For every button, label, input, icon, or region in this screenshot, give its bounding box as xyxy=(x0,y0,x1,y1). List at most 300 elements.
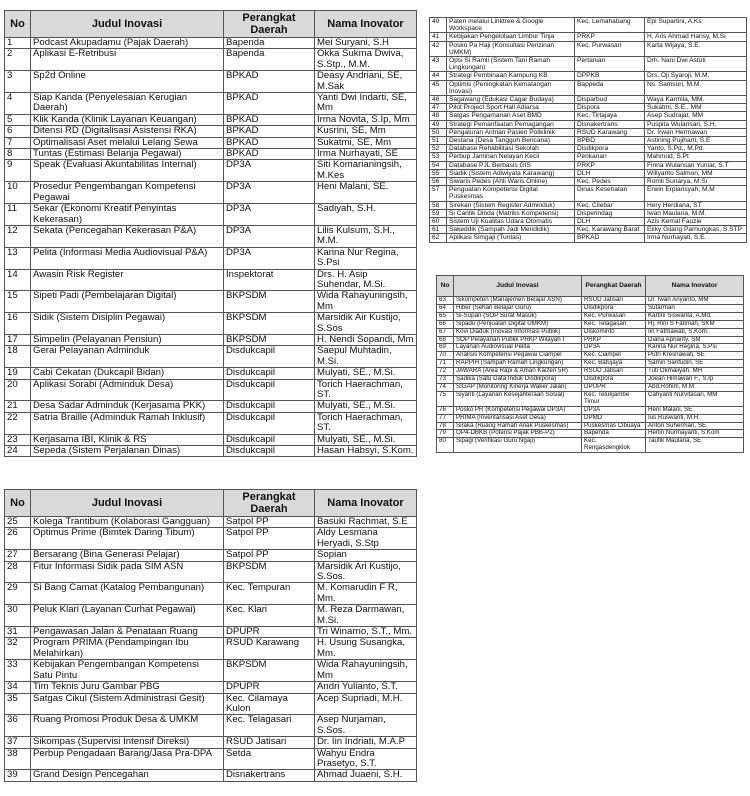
cell-no: 19 xyxy=(5,368,31,379)
table-row xyxy=(430,96,747,104)
cell-no: 76 xyxy=(437,406,454,414)
table-row xyxy=(5,368,417,379)
table-row xyxy=(430,41,747,56)
cell-nama-inovator: Dr. Iwan Ariyanto, MM xyxy=(646,297,744,305)
cell-no: 63 xyxy=(437,297,454,305)
cell-no: 46 xyxy=(430,96,447,104)
cell-judul-inovasi: Pelita (Informasi Media Audiovisual P&A) xyxy=(31,247,224,269)
cell-nama-inovator: Okka Sukma Dwiva, S.Stp., M.M. xyxy=(315,49,417,71)
table-row xyxy=(430,226,747,234)
cell-nama-inovator: Heni Malani, SE. xyxy=(315,182,417,204)
cell-judul-inovasi: Sipagi (Verifikasi Guru Ngaji) xyxy=(454,438,582,453)
cell-judul-inovasi: Sakeddik (Sampah Jadi Mendidik) xyxy=(447,226,575,234)
cell-no: 14 xyxy=(5,269,31,291)
cell-judul-inovasi: JAWARA (Area Rapi & Aman Kaizen 5R) xyxy=(454,368,582,376)
cell-perangkat-daerah: Pertanian xyxy=(575,57,645,72)
cell-judul-inovasi: Sidik (Sistem Disiplin Pegawai) xyxy=(31,313,224,335)
cell-judul-inovasi: Ruang Promosi Produk Desa & UMKM xyxy=(31,715,224,737)
cell-judul-inovasi: Siap Kanda (Penyelesaian Kerugian Daerah) xyxy=(31,93,224,115)
cell-no: 69 xyxy=(437,344,454,352)
cell-nama-inovator: Abd.Rohim, M.M. xyxy=(646,383,744,391)
header-judul-inovasi: Judul Inovasi xyxy=(454,276,582,297)
header-nama-inovator: Nama Inovator xyxy=(315,490,417,517)
cell-no: 30 xyxy=(5,605,31,627)
cell-no: 67 xyxy=(437,328,454,336)
table-row xyxy=(5,737,417,748)
cell-no: 48 xyxy=(430,112,447,120)
cell-no: 29 xyxy=(5,583,31,605)
table-row xyxy=(5,660,417,682)
cell-judul-inovasi: Siwaris Pedes (Ahli Waris Online) xyxy=(447,178,575,186)
cell-nama-inovator: Basuki Rachmat, S.E xyxy=(315,517,417,528)
cell-judul-inovasi: Pengaturan Antrian Pasien Poliklinik xyxy=(447,128,575,136)
cell-nama-inovator: Dr. Iin Indriati, M.A.P xyxy=(315,737,417,748)
table-row xyxy=(437,328,744,336)
table-row xyxy=(430,112,747,120)
cell-judul-inovasi: Sepeda (Sistem Perjalanan Dinas) xyxy=(31,446,224,457)
cell-perangkat-daerah: Puskesmas Cibuaya xyxy=(582,422,646,430)
cell-nama-inovator: Torich Haerachman, ST. xyxy=(315,412,417,434)
cell-nama-inovator: Lilis Kulsum, S.H., M.M. xyxy=(315,225,417,247)
header-no: No xyxy=(437,276,454,297)
cell-perangkat-daerah: Disnakertrans xyxy=(575,120,645,128)
cell-perangkat-daerah: DPUPR xyxy=(582,383,646,391)
cell-nama-inovator: Marsidik Ari Kustijo, S.Sos. xyxy=(315,561,417,583)
cell-judul-inovasi: Opsi Si Ramli (Sistem Tani Ramah Lingkungan) xyxy=(447,57,575,72)
cell-judul-inovasi: Optimis (Peningkatan Kematangan Inovasi) xyxy=(447,80,575,95)
table-row xyxy=(5,715,417,737)
cell-no: 35 xyxy=(5,693,31,715)
cell-perangkat-daerah: Disdikpora xyxy=(582,304,646,312)
cell-judul-inovasi: Analisis Kompetensi Pegawai Ciampel xyxy=(454,352,582,360)
cell-nama-inovator: Mulyati, SE., M.Si. xyxy=(315,368,417,379)
cell-judul-inovasi: Pengawasan Jalan & Penataan Ruang xyxy=(31,627,224,638)
cell-nama-inovator: Acep Supriadi, M.H. xyxy=(315,693,417,715)
cell-no: 41 xyxy=(430,33,447,41)
cell-no: 31 xyxy=(5,627,31,638)
cell-judul-inovasi: Simpelin (Pelayanan Pensiun) xyxy=(31,334,224,345)
cell-judul-inovasi: Satgas Pengamanan Aset BMD xyxy=(447,112,575,120)
innovation-table-1 xyxy=(4,10,417,457)
cell-nama-inovator: Asep Nurjaman, S.Sos. xyxy=(315,715,417,737)
cell-no: 50 xyxy=(430,128,447,136)
cell-judul-inovasi: Awasin Risk Register xyxy=(31,269,224,291)
cell-judul-inovasi: Aplikasi Simgaji (Tuntas) xyxy=(447,234,575,242)
cell-no: 17 xyxy=(5,334,31,345)
table-body xyxy=(430,18,747,243)
cell-judul-inovasi: Siraka (Ruang Ramah Anak Puskesmas) xyxy=(454,422,582,430)
cell-perangkat-daerah: Bappeda xyxy=(575,80,645,95)
cell-judul-inovasi: Si-Sopan (SOP Surat Masuk) xyxy=(454,312,582,320)
cell-perangkat-daerah: BKPSDM xyxy=(224,561,315,583)
cell-no: 27 xyxy=(5,550,31,561)
table-row xyxy=(5,517,417,528)
cell-nama-inovator: Ius Ruswanti, M.H. xyxy=(646,414,744,422)
cell-perangkat-daerah: Bapenda xyxy=(224,38,315,49)
table-row xyxy=(5,638,417,660)
cell-judul-inovasi: Prosedur Pengembangan Kompetensi Pegawai xyxy=(31,182,224,204)
cell-no: 56 xyxy=(430,178,447,186)
cell-perangkat-daerah: PRKP xyxy=(575,33,645,41)
cell-no: 34 xyxy=(5,682,31,693)
cell-no: 73 xyxy=(437,376,454,384)
table-row xyxy=(5,247,417,269)
cell-nama-inovator: Sopian xyxy=(315,550,417,561)
cell-nama-inovator: Drh. Nani Dwi Astuti xyxy=(645,57,747,72)
cell-no: 58 xyxy=(430,201,447,209)
cell-judul-inovasi: Sadika (Satu Data Induk Disdikpora) xyxy=(454,376,582,384)
cell-no: 65 xyxy=(437,312,454,320)
cell-judul-inovasi: Bersarang (Bina Generasi Pelajar) xyxy=(31,550,224,561)
cell-nama-inovator: Sutarman xyxy=(646,304,744,312)
cell-perangkat-daerah: Diskominfo xyxy=(582,328,646,336)
cell-judul-inovasi: SOP Pelayanan Publik PRKP Wilayah I xyxy=(454,336,582,344)
cell-no: 9 xyxy=(5,160,31,182)
cell-judul-inovasi: Kebijakan Pengelolaan Limbur Tinja xyxy=(447,33,575,41)
cell-no: 54 xyxy=(430,161,447,169)
cell-nama-inovator: Iwan Maulana, M.M. xyxy=(645,209,747,217)
table-row xyxy=(5,313,417,335)
cell-perangkat-daerah: Setda xyxy=(224,748,315,770)
cell-perangkat-daerah: Disdikpora xyxy=(582,376,646,384)
cell-no: 15 xyxy=(5,291,31,313)
cell-perangkat-daerah: Disdukcapil xyxy=(224,434,315,445)
table-body xyxy=(5,517,417,782)
cell-nama-inovator: Irma Novita, S.Ip, Mm xyxy=(315,114,417,125)
cell-no: 26 xyxy=(5,528,31,550)
table-row xyxy=(430,161,747,169)
cell-perangkat-daerah: Kec. Lemahabang xyxy=(575,18,645,33)
cell-perangkat-daerah: RSUD Jatisari xyxy=(582,368,646,376)
cell-perangkat-daerah: BKPSDM xyxy=(224,660,315,682)
cell-judul-inovasi: Grand Design Pencegahan xyxy=(31,770,224,781)
cell-nama-inovator: Romli Sunarya, M.Si xyxy=(645,178,747,186)
cell-judul-inovasi: Desa Sadar Adminduk (Kerjasama PKK) xyxy=(31,401,224,412)
table-row xyxy=(5,748,417,770)
cell-perangkat-daerah: BPKAD xyxy=(224,149,315,160)
cell-no: 74 xyxy=(437,383,454,391)
cell-judul-inovasi: Satria Braille (Adminduk Ramah Inklusif) xyxy=(31,412,224,434)
cell-nama-inovator: Sukatmi, SE, Mm xyxy=(315,137,417,148)
cell-nama-inovator: Tuti Okmaliyah, MH xyxy=(646,368,744,376)
cell-judul-inovasi: Peluk Klari (Layanan Curhat Pegawai) xyxy=(31,605,224,627)
cell-nama-inovator: Ns. Samsuri, M.M. xyxy=(645,80,747,95)
cell-judul-inovasi: Tuntas (Estimasi Belanja Pegawai) xyxy=(31,149,224,160)
header-nama-inovator: Nama Inovator xyxy=(646,276,744,297)
table-row xyxy=(5,346,417,368)
cell-perangkat-daerah: Kec. Tirtajaya xyxy=(575,112,645,120)
cell-perangkat-daerah: Kec. Cilamaya Kulon xyxy=(224,693,315,715)
cell-no: 8 xyxy=(5,149,31,160)
cell-no: 47 xyxy=(430,104,447,112)
cell-judul-inovasi: Sp2d Online xyxy=(31,71,224,93)
cell-judul-inovasi: Tim Teknis Juru Gambar PBG xyxy=(31,682,224,693)
cell-judul-inovasi: Kovi Diaduk (Inovasi Informasi Publik) xyxy=(454,328,582,336)
cell-perangkat-daerah: DLH xyxy=(575,218,645,226)
innovation-table-3 xyxy=(429,17,747,243)
cell-perangkat-daerah: Dispora xyxy=(575,104,645,112)
table-row xyxy=(430,120,747,128)
cell-no: 18 xyxy=(5,346,31,368)
cell-judul-inovasi: Speak (Evaluasi Akuntabilitas Internal) xyxy=(31,160,224,182)
cell-nama-inovator: Mahmud, S.Pt xyxy=(645,153,747,161)
table-row xyxy=(5,412,417,434)
cell-judul-inovasi: Database PJL Berbasis GIS xyxy=(447,161,575,169)
cell-nama-inovator: Drs. Oji Syaroji, M.M. xyxy=(645,72,747,80)
cell-perangkat-daerah: Kec. Telagasari xyxy=(224,715,315,737)
table-row xyxy=(430,153,747,161)
cell-no: 57 xyxy=(430,186,447,201)
cell-no: 75 xyxy=(437,391,454,406)
cell-no: 43 xyxy=(430,57,447,72)
table-row xyxy=(430,209,747,217)
cell-perangkat-daerah: Disdukcapil xyxy=(224,368,315,379)
cell-no: 52 xyxy=(430,145,447,153)
table-row xyxy=(430,104,747,112)
header-no: No xyxy=(5,490,31,517)
cell-judul-inovasi: Posko PR (Kompetensi Pegawai DP3A) xyxy=(454,406,582,414)
table-row xyxy=(430,128,747,136)
table-row xyxy=(5,114,417,125)
cell-judul-inovasi: Siadik (Sistem Adiwiyata Karawang) xyxy=(447,169,575,177)
innovation-table-4 xyxy=(436,275,744,453)
cell-nama-inovator: Heni Malani, SE. xyxy=(646,406,744,414)
cell-perangkat-daerah: Inspektorat xyxy=(224,269,315,291)
cell-perangkat-daerah: BPKAD xyxy=(224,114,315,125)
cell-nama-inovator: Andri Yulianto, S.T. xyxy=(315,682,417,693)
cell-no: 42 xyxy=(430,41,447,56)
cell-no: 45 xyxy=(430,80,447,95)
cell-no: 33 xyxy=(5,660,31,682)
cell-nama-inovator: Yanti Dwi Indarti, SE, Mm xyxy=(315,93,417,115)
cell-judul-inovasi: SIGAP (Monitoring Kinerja Waker Jalan) xyxy=(454,383,582,391)
cell-perangkat-daerah: BPKAD xyxy=(224,137,315,148)
cell-nama-inovator: Karina Nur Regina, S.Psi xyxy=(315,247,417,269)
cell-nama-inovator: H. Usung Susangka, Mm. xyxy=(315,638,417,660)
cell-judul-inovasi: Sirekan (Sistem Register Adminduk) xyxy=(447,201,575,209)
cell-no: 72 xyxy=(437,368,454,376)
cell-no: 7 xyxy=(5,137,31,148)
table-row xyxy=(430,201,747,209)
table-row xyxy=(430,18,747,33)
cell-nama-inovator: Cahyanti Nurvitasari, MM xyxy=(646,391,744,406)
cell-nama-inovator: Sadiyah, S.H. xyxy=(315,204,417,226)
cell-perangkat-daerah: BPKAD xyxy=(224,71,315,93)
cell-nama-inovator: Azis Kemal Fauzie xyxy=(645,218,747,226)
cell-judul-inovasi: Perbup Pengadaan Barang/Jasa Pra-DPA xyxy=(31,748,224,770)
cell-no: 22 xyxy=(5,412,31,434)
cell-nama-inovator: Wahyu Endra Prasetyo, S.T. xyxy=(315,748,417,770)
cell-nama-inovator: Marsidik Air Kustijo, S.Sos xyxy=(315,313,417,335)
cell-no: 1 xyxy=(5,38,31,49)
cell-no: 37 xyxy=(5,737,31,748)
table-row xyxy=(430,57,747,72)
cell-no: 40 xyxy=(430,18,447,33)
cell-judul-inovasi: Cabi Cekatan (Dukcapil Bidan) xyxy=(31,368,224,379)
table-row xyxy=(437,320,744,328)
table-row xyxy=(5,583,417,605)
cell-nama-inovator: Puspita Wulansari, S.H. xyxy=(645,120,747,128)
cell-no: 70 xyxy=(437,352,454,360)
cell-judul-inovasi: Sikompeten (Manajemen Belajar ASN) xyxy=(454,297,582,305)
cell-nama-inovator: Epi Supartini, A.Ks xyxy=(645,18,747,33)
cell-perangkat-daerah: Bapenda xyxy=(224,49,315,71)
table-row xyxy=(5,446,417,457)
cell-nama-inovator: Karina Nur Regina, S.Psi xyxy=(646,344,744,352)
cell-no: 10 xyxy=(5,182,31,204)
cell-nama-inovator: Hasan Habsyi, S.Kom. xyxy=(315,446,417,457)
table-row xyxy=(437,368,744,376)
cell-nama-inovator: Sukatmi, S.E., MM xyxy=(645,104,747,112)
cell-nama-inovator: Wida Rahayuningsih, Mm xyxy=(315,291,417,313)
table-row xyxy=(5,693,417,715)
cell-judul-inovasi: PRIMA (Inventarisasi Aset Desa) xyxy=(454,414,582,422)
table-row xyxy=(5,291,417,313)
table-row xyxy=(437,352,744,360)
cell-nama-inovator: Irma Nurhayati, SE xyxy=(315,149,417,160)
cell-judul-inovasi: Sekata (Pencegahan Kekerasan P&A) xyxy=(31,225,224,247)
cell-no: 53 xyxy=(430,153,447,161)
cell-perangkat-daerah: BPKAD xyxy=(224,126,315,137)
cell-no: 23 xyxy=(5,434,31,445)
cell-no: 44 xyxy=(430,72,447,80)
table-row xyxy=(430,80,747,95)
table-row xyxy=(437,438,744,453)
table-row xyxy=(5,49,417,71)
table-row xyxy=(437,414,744,422)
cell-perangkat-daerah: BPKAD xyxy=(224,93,315,115)
cell-perangkat-daerah: Kec. Purwasari xyxy=(575,41,645,56)
cell-perangkat-daerah: Disdukcapil xyxy=(224,446,315,457)
table-row xyxy=(437,391,744,406)
table-row xyxy=(437,297,744,305)
cell-perangkat-daerah: DP3A xyxy=(224,225,315,247)
cell-nama-inovator: Tri Winarno, S.T., Mm. xyxy=(315,627,417,638)
cell-perangkat-daerah: Dinas Kesehatan xyxy=(575,186,645,201)
table-row xyxy=(437,360,744,368)
cell-nama-inovator: Drs. H. Asip Suhendar, M.Si. xyxy=(315,269,417,291)
cell-perangkat-daerah: DPMD xyxy=(582,414,646,422)
cell-no: 25 xyxy=(5,517,31,528)
cell-perangkat-daerah: DLH xyxy=(575,169,645,177)
cell-no: 68 xyxy=(437,336,454,344)
cell-judul-inovasi: Si Cantik Dinda (Matriks Kompetensi) xyxy=(447,209,575,217)
table-row xyxy=(5,225,417,247)
cell-judul-inovasi: Paten melalui Linktree & Google Workspace xyxy=(447,18,575,33)
cell-no: 2 xyxy=(5,49,31,71)
cell-no: 39 xyxy=(5,770,31,781)
cell-judul-inovasi: Ditensi RD (Digitalisasi Asistensi RKA) xyxy=(31,126,224,137)
cell-perangkat-daerah: DP3A xyxy=(582,406,646,414)
cell-perangkat-daerah: DPPKB xyxy=(575,72,645,80)
cell-judul-inovasi: Optimalisasi Aset melalui Lelang Sewa xyxy=(31,137,224,148)
table-row xyxy=(437,336,744,344)
cell-nama-inovator: Iin Fatmawati, S.Kom. xyxy=(646,328,744,336)
cell-no: 11 xyxy=(5,204,31,226)
cell-judul-inovasi: Database Rehabilitasi Sekolah xyxy=(447,145,575,153)
cell-perangkat-daerah: Disdukcapil xyxy=(224,412,315,434)
cell-perangkat-daerah: DP3A xyxy=(224,247,315,269)
table-row xyxy=(437,344,744,352)
cell-no: 16 xyxy=(5,313,31,335)
table-row xyxy=(437,422,744,430)
cell-nama-inovator: Finna Wulansari Yuniar, S.T xyxy=(645,161,747,169)
cell-judul-inovasi: Satgas Cikul (Sistem Administrasi Gesit) xyxy=(31,693,224,715)
cell-perangkat-daerah: Kec. Telukjambe Timur xyxy=(582,391,646,406)
cell-perangkat-daerah: Kec. Rengasdengklok xyxy=(582,438,646,453)
cell-perangkat-daerah: DP3A xyxy=(224,204,315,226)
cell-nama-inovator: Asep Sudrajat, MM xyxy=(645,112,747,120)
cell-no: 5 xyxy=(5,114,31,125)
table-row xyxy=(430,72,747,80)
cell-perangkat-daerah: Bapenda xyxy=(582,430,646,438)
cell-nama-inovator: Karta Wijaya, S.E. xyxy=(645,41,747,56)
cell-judul-inovasi: Strategi Pemanfaatan Pemagangan xyxy=(447,120,575,128)
table-row xyxy=(5,126,417,137)
table-row xyxy=(430,178,747,186)
cell-judul-inovasi: Kolega Trantibum (Kolaborasi Gangguan) xyxy=(31,517,224,528)
cell-nama-inovator: Saepul Muhtadin, M.Si. xyxy=(315,346,417,368)
cell-no: 4 xyxy=(5,93,31,115)
cell-nama-inovator: Deasy Andriani, SE, M.Sak xyxy=(315,71,417,93)
cell-nama-inovator: Kusrini, SE, Mm xyxy=(315,126,417,137)
cell-perangkat-daerah: Kec. Karawang Barat xyxy=(575,226,645,234)
cell-judul-inovasi: Podcast Akupadamu (Pajak Daerah) xyxy=(31,38,224,49)
cell-nama-inovator: Irma Nurhayati, S.E. xyxy=(645,234,747,242)
cell-judul-inovasi: Optimus Prime (Bimtek Daring Tibum) xyxy=(31,528,224,550)
table-row xyxy=(437,406,744,414)
cell-judul-inovasi: Gerai Pelayanan Adminduk xyxy=(31,346,224,368)
cell-nama-inovator: Putri Kresnawati, SE xyxy=(646,352,744,360)
table-header-row xyxy=(5,490,417,517)
cell-judul-inovasi: OP4-DBKB (Potensi Pajak PBB-P2) xyxy=(454,430,582,438)
cell-nama-inovator: Herlin Nurmayanti, S.Kom xyxy=(646,430,744,438)
cell-no: 20 xyxy=(5,379,31,401)
cell-perangkat-daerah: Kec. Purwasari xyxy=(582,312,646,320)
cell-perangkat-daerah: Kec. Klari xyxy=(224,605,315,627)
cell-nama-inovator: Joean Himawan F., S.Ip xyxy=(646,376,744,384)
cell-perangkat-daerah: BKPSDM xyxy=(224,313,315,335)
table-row xyxy=(5,627,417,638)
table-row xyxy=(430,145,747,153)
cell-judul-inovasi: Penguatan Kompetensi Digital Puskesmas xyxy=(447,186,575,201)
cell-perangkat-daerah: Satpol PP xyxy=(224,550,315,561)
cell-no: 55 xyxy=(430,169,447,177)
innovation-table-2 xyxy=(4,489,417,782)
cell-nama-inovator: Ahmad Juaeni, S.H. xyxy=(315,770,417,781)
cell-judul-inovasi: Sipadu (Penjualan Digital UMKM) xyxy=(454,320,582,328)
table-row xyxy=(5,160,417,182)
cell-judul-inovasi: Aplikasi E-Retribusi xyxy=(31,49,224,71)
cell-no: 79 xyxy=(437,430,454,438)
header-no: No xyxy=(5,11,31,38)
header-perangkat-daerah: Perangkat Daerah xyxy=(224,490,315,517)
table-body xyxy=(5,38,417,457)
table-row xyxy=(430,218,747,226)
cell-nama-inovator: Astining Pujiharti, S.E xyxy=(645,137,747,145)
table-row xyxy=(5,401,417,412)
table-row xyxy=(5,149,417,160)
header-judul-inovasi: Judul Inovasi xyxy=(31,11,224,38)
table-row xyxy=(5,137,417,148)
cell-nama-inovator: Hery Herdiana, ST xyxy=(645,201,747,209)
cell-nama-inovator: Torich Haerachman, ST. xyxy=(315,379,417,401)
cell-no: 62 xyxy=(430,234,447,242)
cell-no: 51 xyxy=(430,137,447,145)
cell-no: 13 xyxy=(5,247,31,269)
header-perangkat-daerah: Perangkat Daerah xyxy=(582,276,646,297)
cell-nama-inovator: Hj. Rini S Fatimah, SKM xyxy=(646,320,744,328)
